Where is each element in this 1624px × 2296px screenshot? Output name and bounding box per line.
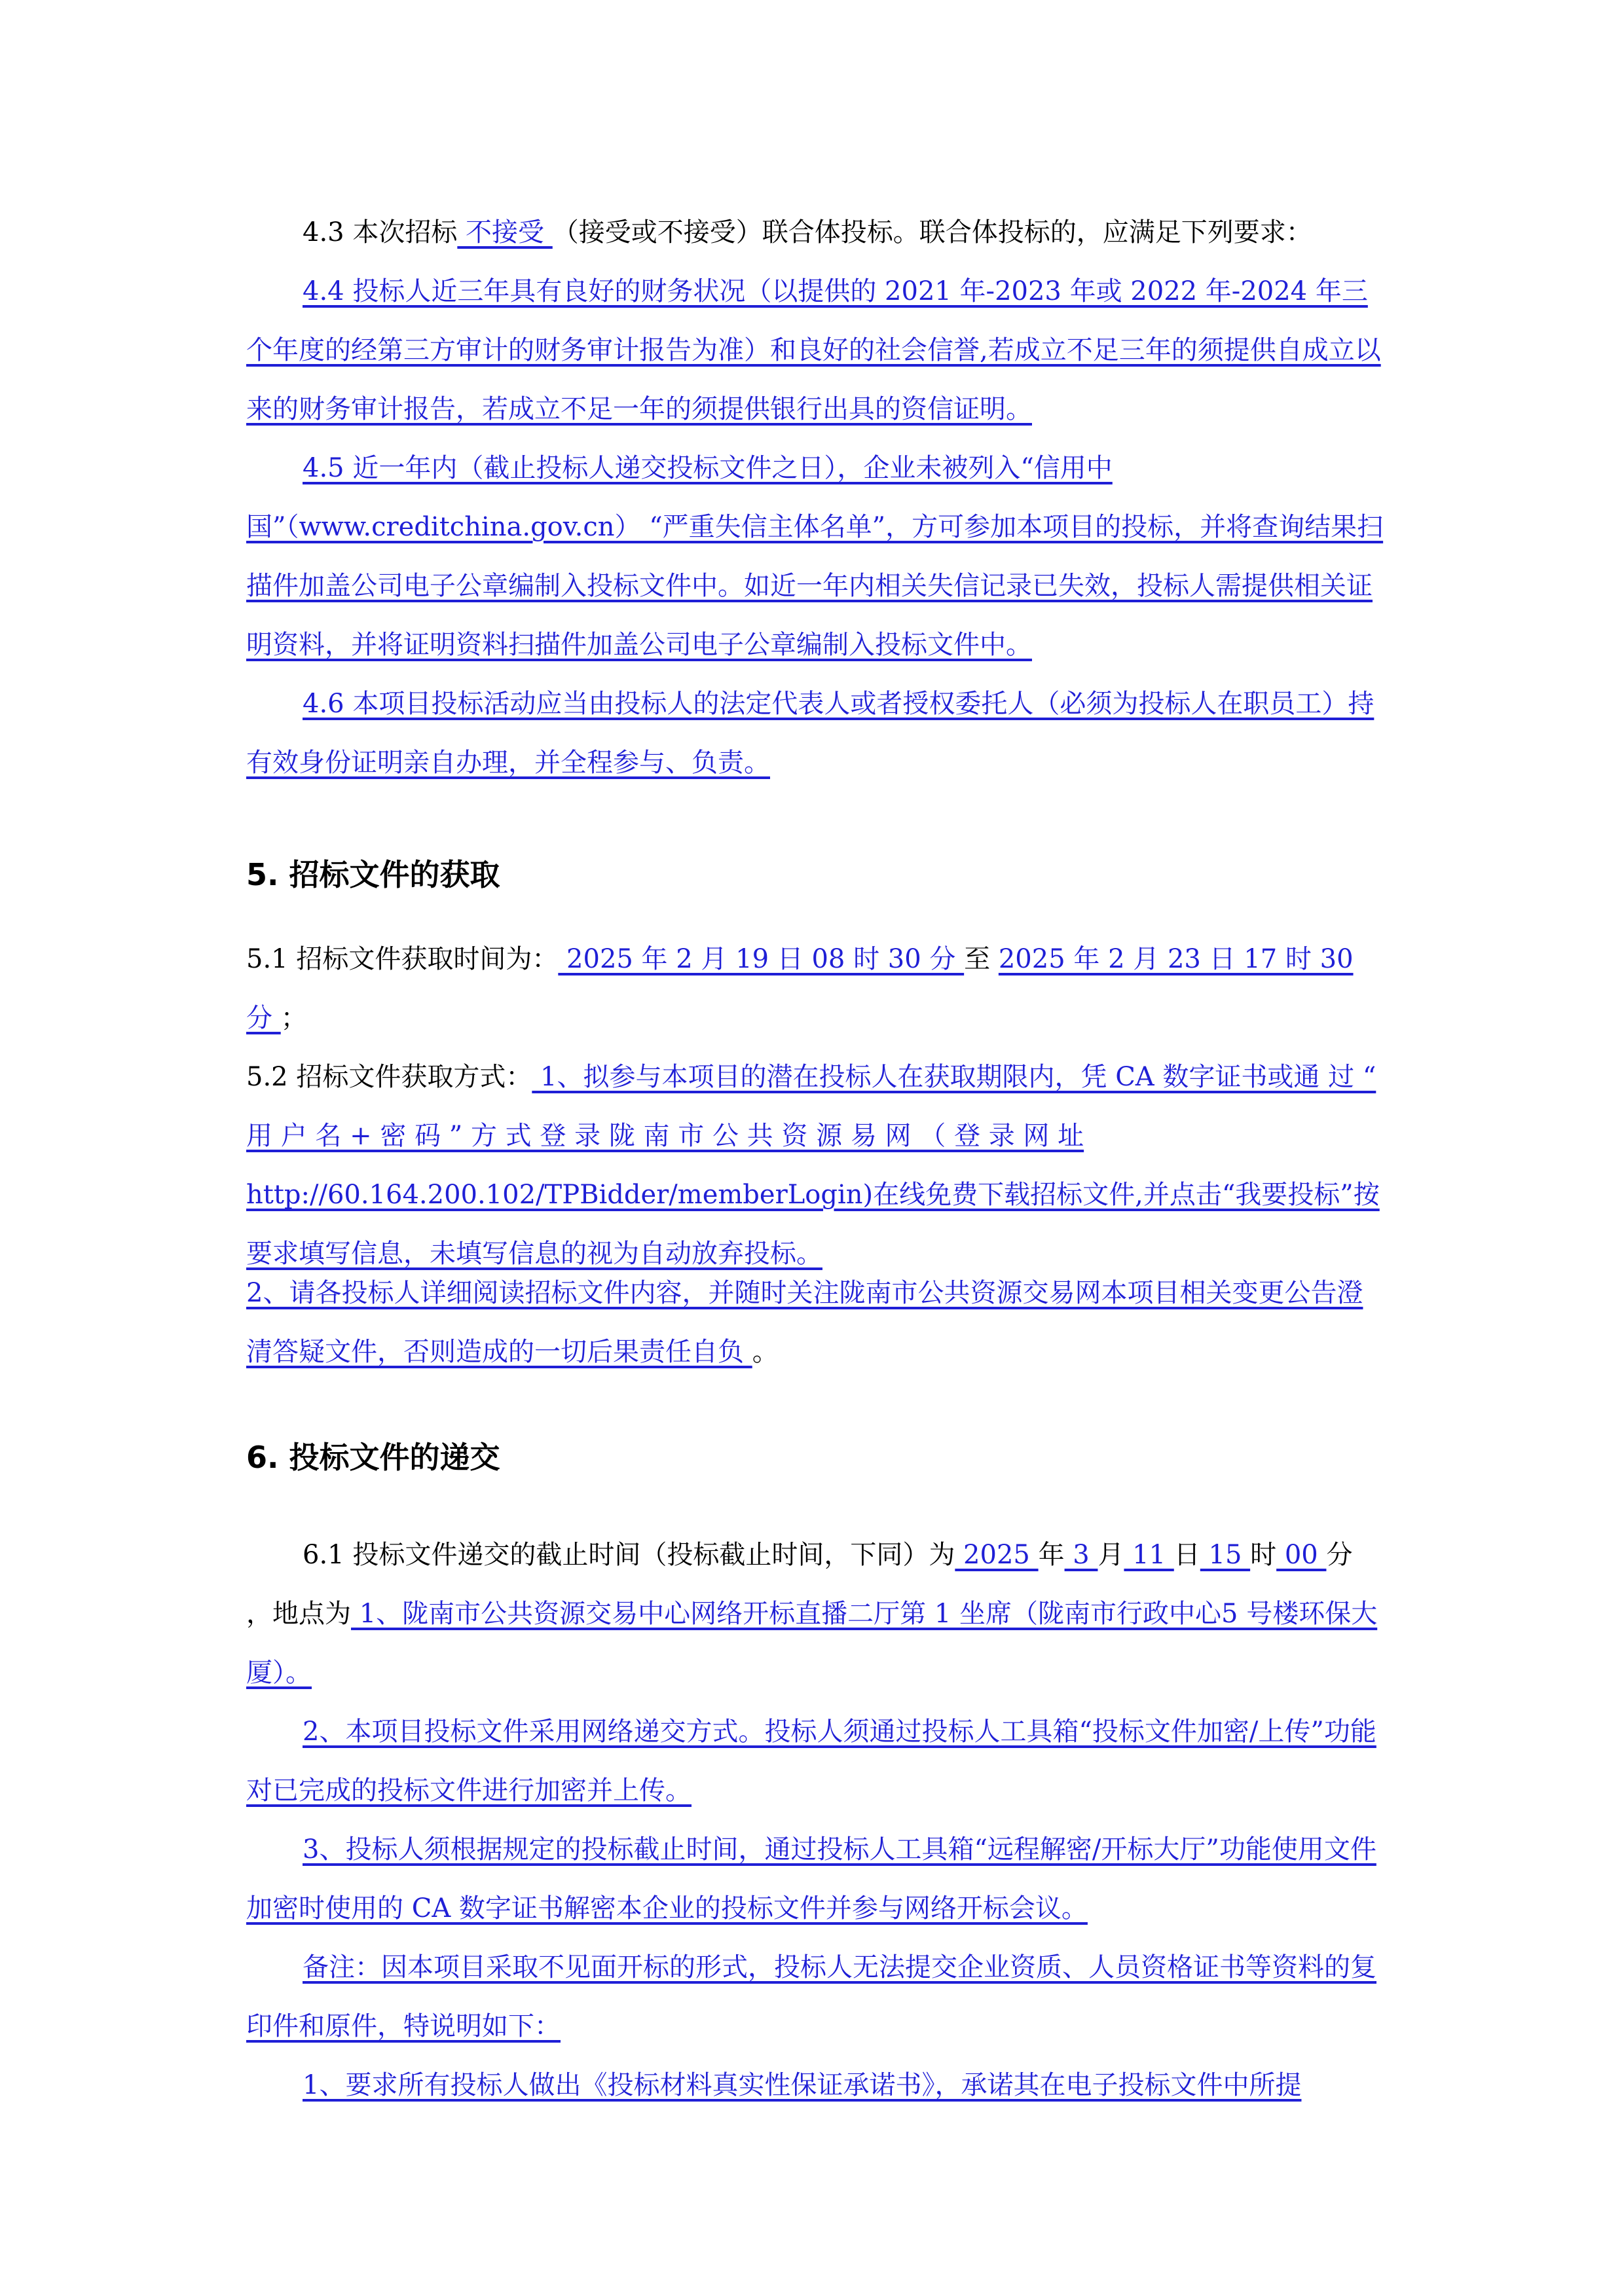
- clause-4-5: 4.5 近一年内（截止投标人递交投标文件之日），企业未被列入“信用中国”（www.creditchina.gov.cn） “严重失信主体名单”，方可参加本项目的投标，并将查询结果扫描件加盖公司电子公章编制入投标文件中。如近一年内相关失信记录已失效，投标人需提供相关证明资料，并将证明资料扫描件加盖公司电子公章编制入投标文件中。: [246, 453, 1384, 660]
- heading-section-5: 5. 招标文件的获取: [246, 857, 500, 892]
- clause-5-2-item-2: 2、请各投标人详细阅读招标文件内容，并随时关注陇南市公共资源交易网本项目相关变更公告澄清答疑文件，否则造成的一切后果责任自负 。: [246, 1278, 1363, 1367]
- remark-item-1: 1、要求所有投标人做出《投标材料真实性保证承诺书》，承诺其在电子投标文件中所提: [303, 2070, 1302, 2100]
- clause-4-3: 4.3 本次招标 不接受 （接受或不接受）联合体投标。联合体投标的，应满足下列要求：: [303, 217, 1312, 247]
- clause-6-2: 2、本项目投标文件采用网络递交方式。投标人须通过投标人工具箱“投标文件加密/上传”功能对已完成的投标文件进行加密并上传。: [246, 1717, 1376, 1806]
- clause-5-2: 5.2 招标文件获取方式： 1、拟参与本项目的潜在投标人在获取期限内，凭 CA 数字证书或通 过 “ 用 户 名 + 密 码 ” 方 式 登 录 陇 南 市 公 共 资 源 易 网 （ 登 录 网 址 http://60.164.200.102/TPBidder/memberLogin)在线免费下载招标文件,并点击“我要投标”按要求填写信息，未填写信息的视为自动放弃投标。: [246, 1062, 1380, 1269]
- clause-6-3: 3、投标人须根据规定的投标截止时间，通过投标人工具箱“远程解密/开标大厅”功能使用文件加密时使用的 CA 数字证书解密本企业的投标文件并参与网络开标会议。: [246, 1834, 1376, 1923]
- heading-section-6: 6. 投标文件的递交: [246, 1440, 500, 1475]
- clause-6-1: 6.1 投标文件递交的截止时间（投标截止时间，下同）为 2025 年 3 月 11 日 15 时 00 分 ，地点为 1、陇南市公共资源交易中心网络开标直播二厅第 1 坐席（陇南市行政中心5 号楼环保大厦）。: [246, 1540, 1378, 1688]
- clause-4-6: 4.6 本项目投标活动应当由投标人的法定代表人或者授权委托人（必须为投标人在职员工）持有效身份证明亲自办理，并全程参与、负责。: [246, 689, 1375, 778]
- clause-4-4: 4.4 投标人近三年具有良好的财务状况（以提供的 2021 年-2023 年或 2022 年-2024 年三个年度的经第三方审计的财务审计报告为准）和良好的社会信誉,若成立不足三年的须提供自成立以来的财务审计报告，若成立不足一年的须提供银行出具的资信证明。: [246, 276, 1381, 424]
- remark: 备注：因本项目采取不见面开标的形式，投标人无法提交企业资质、人员资格证书等资料的复印件和原件，特说明如下：: [246, 1952, 1376, 2041]
- clause-5-1: 5.1 招标文件获取时间为： 2025 年 2 月 19 日 08 时 30 分 至 2025 年 2 月 23 日 17 时 30 分 ；: [246, 944, 1354, 1033]
